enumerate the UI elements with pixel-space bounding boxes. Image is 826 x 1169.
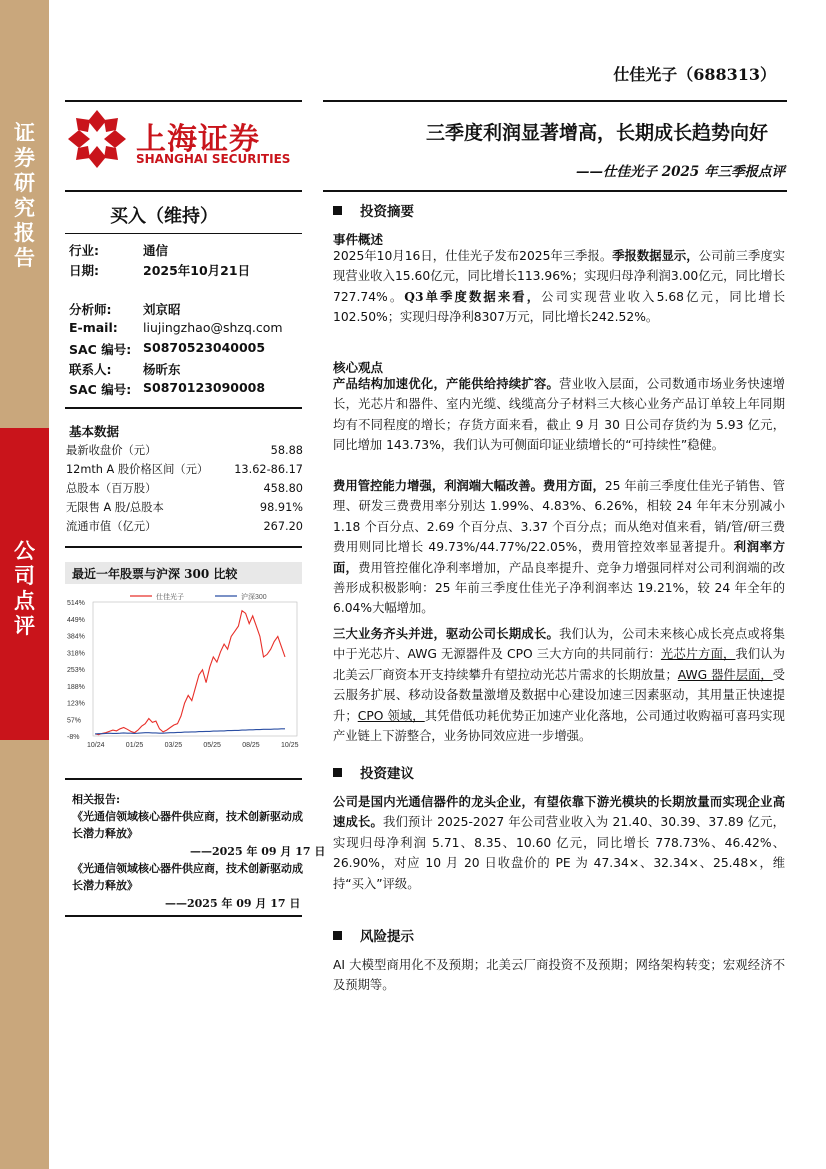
advice-heading: 投资建议 xyxy=(333,762,414,782)
core-point-3: 三大业务齐头并进，驱动公司长期成长。我们认为，公司未来核心成长亮点或将集中于光芯片、AWG 无源器件及 CPO 三大方向的共同前行：光芯片方面，我们认为北美云厂商资本开支持续攀升有望拉动光芯片需求的长期放量；AWG 器件层面，受云服务扩展、移动设备数量激增及数据中心建设加速三因素驱动，其用量正快速提升；CPO 领域，其凭借低功耗优势正加速产业化落地，公司通过收购福可喜玛实现产业链上下游整合，业务协同效应进一步增强。 xyxy=(333,626,785,744)
date-value: 2025年10月21日 xyxy=(143,263,251,278)
core-title: 核心观点 xyxy=(333,360,384,375)
basic-data-row: 12mth A 股价格区间（元） 13.62-86.17 xyxy=(66,463,303,476)
shanghai-securities-logo-icon xyxy=(66,108,128,170)
rating-rule xyxy=(65,233,302,234)
chart-legend-label: 沪深300 xyxy=(241,594,267,601)
logo-cn-text: 上海证券 xyxy=(136,122,260,157)
email-label: E-mail: xyxy=(69,320,118,335)
report-title: 三季度利润显著增高，长期成长趋势向好 xyxy=(425,122,768,144)
chart-x-tick-label: 10/24 xyxy=(87,742,105,749)
sidebar-label-report-type: 证 券 研 究 报 告 xyxy=(14,120,35,270)
related-report-link[interactable]: 《光通信领域核心器件供应商，技术创新驱动成长潜力释放》 xyxy=(72,810,303,840)
basic-data-row: 流通市值（亿元） 267.20 xyxy=(66,520,303,533)
left-rule-5 xyxy=(65,915,302,917)
chart-y-tick-label: 123% xyxy=(67,700,85,708)
sac2-label: SAC 编号: xyxy=(69,382,132,397)
related-report-date: ——2025 年 09 月 17 日 xyxy=(190,845,326,858)
contact-label: 联系人: xyxy=(69,362,112,377)
related-report-date: ——2025 年 09 月 17 日 xyxy=(165,897,301,910)
event-paragraph: 2025年10月16日，仕佳光子发布2025年三季报。季报数据显示，公司前三季度实现营业收入15.60亿元，同比增长113.96%；实现归母净利润3.00亿元，同比增长727.74%。Q3单季度数据来看，公司实现营业收入5.68亿元，同比增长102.50%；实现归母净利8307万元，同比增长242.52%。 xyxy=(333,248,785,325)
chart-y-tick-label: 449% xyxy=(67,616,85,624)
logo-en-text: SHANGHAI SECURITIES xyxy=(136,152,291,166)
advice-paragraph: 公司是国内光通信器件的龙头企业，有望依靠下游光模块的长期放量而实现企业高速成长。我们预计 2025-2027 年公司营业收入为 21.40、30.39、37.89 亿元，实现归母净利润 5.71、8.35、10.60 亿元，同比增长 778.73%、46.42%、26.90%，对应 10 月 20 日收盘价的 PE 为 47.34×、32.34×、25.48×，维持“买入”评级。 xyxy=(333,794,785,891)
company-code: 仕佳光子（688313） xyxy=(613,65,776,84)
chart-y-tick-label: 384% xyxy=(67,633,85,641)
sidebar-label-company-review: 公 司 点 评 xyxy=(14,538,35,638)
date-label: 日期: xyxy=(69,263,99,278)
sac2-value: S0870123090008 xyxy=(143,380,266,395)
related-title: 相关报告: xyxy=(72,793,121,806)
core-point-1: 产品结构加速优化，产能供给持续扩容。营业收入层面，公司数通市场业务快速增长，光芯片和器件、室内光缆、线缆高分子材料三大核心业务产品订单较上年同期均有不同程度的增长；存货方面来看，截止 9 月 30 日公司存货约为 5.93 亿元，同比增加 143.73%，我们认为可侧面印证业绩增长的“可持续性”稳健。 xyxy=(333,376,785,453)
analyst-label: 分析师: xyxy=(69,302,112,317)
chart-y-tick-label: 57% xyxy=(67,717,82,725)
chart-title: 最近一年股票与沪深 300 比较 xyxy=(72,567,238,581)
chart-x-tick-label: 10/25 xyxy=(281,742,299,749)
contact-value: 杨昕东 xyxy=(143,362,181,377)
chart-y-tick-label: -8% xyxy=(67,734,80,741)
industry-label: 行业: xyxy=(69,243,99,258)
chart-y-tick-label: 253% xyxy=(67,667,85,674)
analyst-value: 刘京昭 xyxy=(143,302,181,317)
risk-heading: 风险提示 xyxy=(333,925,414,945)
chart-y-tick-label: 318% xyxy=(67,650,85,658)
risk-paragraph: AI 大模型商用化不及预期；北美云厂商投资不及预期；网络架构转变；宏观经济不及预期等。 xyxy=(333,958,785,993)
chart-legend-label: 仕佳光子 xyxy=(156,594,184,601)
chart-x-tick-label: 08/25 xyxy=(242,742,260,749)
left-rule-2 xyxy=(65,407,302,409)
right-rule-1 xyxy=(323,190,787,192)
rating: 买入（维持） xyxy=(110,206,218,227)
chart-series-line xyxy=(95,611,285,735)
stock-comparison-chart xyxy=(65,588,302,754)
chart-series-line xyxy=(95,729,285,734)
basic-data-row: 总股本（百万股） 458.80 xyxy=(66,482,303,495)
chart-x-tick-label: 03/25 xyxy=(164,742,183,749)
industry-value: 通信 xyxy=(143,243,169,258)
chart-x-tick-label: 05/25 xyxy=(203,742,221,749)
email-value[interactable]: liujingzhao@shzq.com xyxy=(143,320,283,335)
summary-heading: 投资摘要 xyxy=(333,200,414,220)
chart-plot-area xyxy=(93,602,297,736)
left-rule-3 xyxy=(65,546,302,548)
basic-data-title: 基本数据 xyxy=(69,424,120,439)
chart-y-tick-label: 188% xyxy=(67,683,85,691)
core-point-2: 费用管控能力增强，利润端大幅改善。费用方面，25 年前三季度仕佳光子销售、管理、研发三费费用率分别达 1.99%、4.83%、6.26%，相较 24 年年末分别减小 1.18 个百分点、2.69 个百分点、3.37 个百分点；而从绝对值来看，销/管/研三费费用则同比增长 49.73%/44.77%/22.05%，费用管控效率显著提升。利润率方面，费用管控催化净利率增加，产品良率提升、竞争力增强同样对公司利润端的改善形成积极影响：25 年前三季度仕佳光子净利润率达 19.21%，较 24 年全年的 6.04%大幅增加。 xyxy=(333,478,785,616)
related-report-link[interactable]: 《光通信领域核心器件供应商，技术创新驱动成长潜力释放》 xyxy=(72,862,303,892)
sac1-value: S0870523040005 xyxy=(143,340,266,355)
header-rule-right xyxy=(323,100,787,102)
sac1-label: SAC 编号: xyxy=(69,342,132,357)
basic-data-row: 最新收盘价（元） 58.88 xyxy=(66,444,303,457)
basic-data-row: 无限售 A 股/总股本 98.91% xyxy=(66,501,303,514)
chart-x-tick-label: 01/25 xyxy=(125,742,144,749)
report-subtitle: ——仕佳光子 2025 年三季报点评 xyxy=(576,164,785,180)
chart-y-tick-label: 514% xyxy=(67,600,85,607)
left-rule-1 xyxy=(65,190,302,192)
left-rule-4 xyxy=(65,778,302,780)
header-rule-left xyxy=(65,100,302,102)
event-title: 事件概述 xyxy=(333,232,384,247)
